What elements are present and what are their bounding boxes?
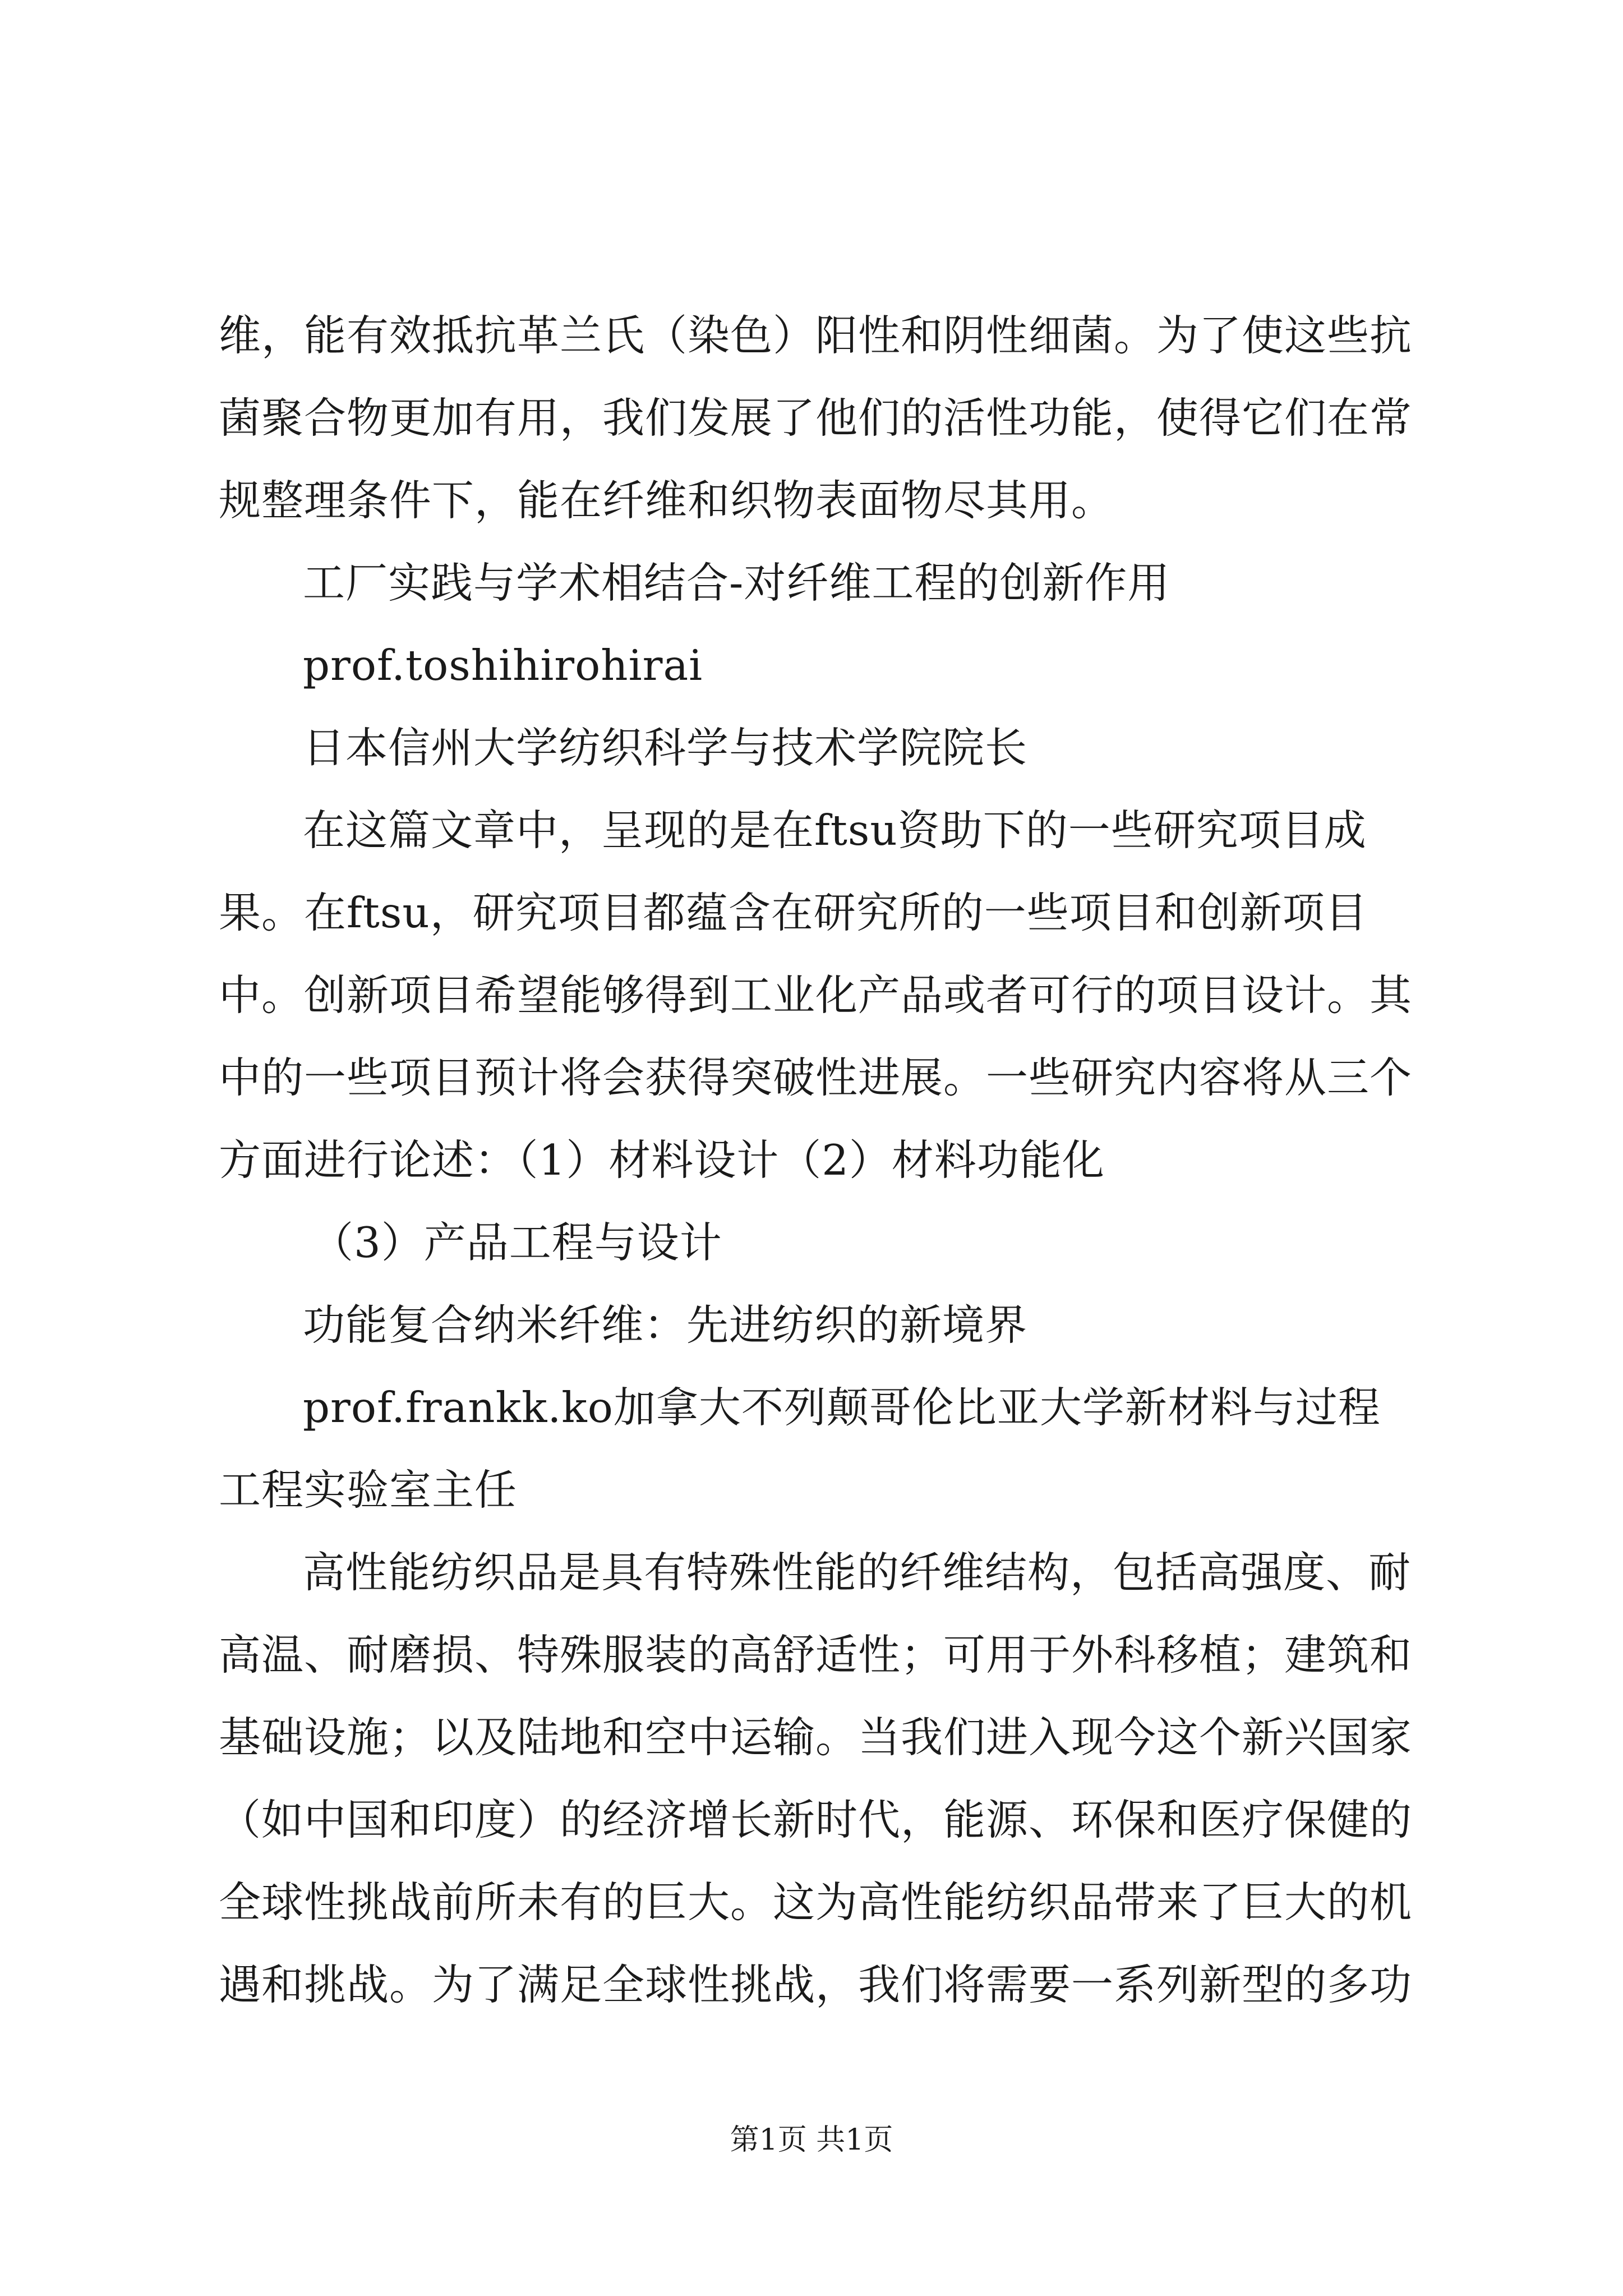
- text-line: 中的一些项目预计将会获得突破性进展。一些研究内容将从三个: [219, 1053, 1413, 1102]
- section-heading: 功能复合纳米纤维：先进纺织的新境界: [303, 1300, 1028, 1350]
- text-line: 在这篇文章中，呈现的是在ftsu资助下的一些研究项目成: [303, 806, 1367, 855]
- text-line: 规整理条件下，能在纤维和织物表面物尽其用。: [219, 476, 1114, 525]
- page-number: 第1页 共1页: [730, 2123, 893, 2157]
- text-line: 基础设施；以及陆地和空中运输。当我们进入现今这个新兴国家: [219, 1713, 1413, 1762]
- section-heading: 工厂实践与学术相结合-对纤维工程的创新作用: [303, 558, 1170, 608]
- text-line: 中。创新项目希望能够得到工业化产品或者可行的项目设计。其: [219, 970, 1413, 1020]
- text-line: 高温、耐磨损、特殊服装的高舒适性；可用于外科移植；建筑和: [219, 1630, 1413, 1680]
- author-affiliation: 工程实验室主任: [219, 1465, 518, 1515]
- text-line: 维，能有效抵抗革兰氏（染色）阳性和阴性细菌。为了使这些抗: [219, 311, 1413, 360]
- text-line: 遇和挑战。为了满足全球性挑战，我们将需要一系列新型的多功: [219, 1960, 1413, 2009]
- text-line: （如中国和印度）的经济增长新时代，能源、环保和医疗保健的: [219, 1795, 1413, 1844]
- text-line: 果。在ftsu，研究项目都蕴含在研究所的一些项目和创新项目: [219, 888, 1368, 937]
- text-line: 全球性挑战前所未有的巨大。这为高性能纺织品带来了巨大的机: [219, 1878, 1413, 1927]
- text-line: 菌聚合物更加有用，我们发展了他们的活性功能，使得它们在常: [219, 393, 1413, 443]
- author-name: prof.toshihirohirai: [303, 641, 703, 690]
- text-line: （3）产品工程与设计: [311, 1218, 722, 1267]
- document-body: [219, 295, 1430, 2026]
- author-affiliation: 日本信州大学纺织科学与技术学院院长: [303, 723, 1028, 772]
- text-line: 方面进行论述：（1）材料设计（2）材料功能化: [219, 1135, 1105, 1185]
- text-line: 高性能纺织品是具有特殊性能的纤维结构，包括高强度、耐: [303, 1548, 1412, 1597]
- author-name: prof.frankk.ko加拿大不列颠哥伦比亚大学新材料与过程: [303, 1383, 1381, 1432]
